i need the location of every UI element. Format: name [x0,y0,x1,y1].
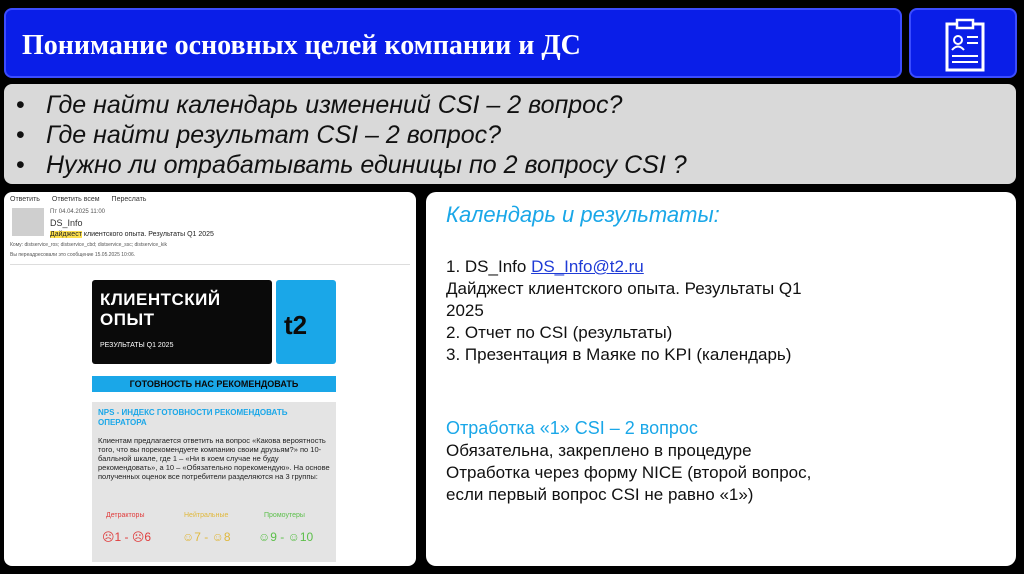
page-title: Понимание основных целей компании и ДС [22,30,581,61]
divider [10,264,410,265]
detractors-label: Детракторы [106,512,145,519]
mail-date: Пт 04.04.2025 11:00 [50,209,105,215]
subject-highlight: Дайджест [50,231,82,238]
note-condition: если первый вопрос CSI не равно «1») [446,485,754,504]
question-text: Где найти календарь изменений CSI – 2 вопрос? [46,91,623,119]
nps-title: NPS - ИНДЕКС ГОТОВНОСТИ РЕКОМЕНДОВАТЬ ОПЕРАТОРА [98,408,288,427]
reply-button[interactable]: Ответить [10,196,40,203]
question-text: Нужно ли отрабатывать единицы по 2 вопросу CSI ? [46,151,687,179]
promoters-range: ☺9 - ☺10 [258,530,314,544]
mail-toolbar [10,196,156,203]
title-bar [4,8,902,78]
digest-line-1: Дайджест клиентского опыта. Результаты Q1 [446,279,802,298]
detractors-range: ☹1 - ☹6 [102,530,152,544]
item-ds-info [446,256,644,278]
digest-line-2: 2025 [446,301,484,320]
answers-panel [426,192,1016,566]
item-ds-info-prefix: 1. DS_Info [446,257,532,276]
icon-box [909,8,1017,78]
question-item: • Где найти календарь изменений CSI – 2 вопрос? [16,91,623,119]
mail-recipients: Кому: distservice_ros; distservice_cbd; distservice_ssc; distservice_kik [10,242,168,248]
item-csi-report: 2. Отчет по CSI (результаты) [446,323,673,342]
brand-logo: t2 [284,310,308,340]
subject-rest: клиентского опыта. Результаты Q1 2025 [81,231,214,238]
forward-button[interactable]: Переслать [111,196,147,203]
digest-card-title: КЛИЕНТСКИЙ ОПЫТ [100,290,221,329]
answers-heading: Календарь и результаты: [446,202,720,227]
neutrals-label: Нейтральные [184,512,229,519]
email-screenshot [4,192,416,566]
question-item: • Где найти результат CSI – 2 вопрос? [16,121,502,149]
mail-sender: DS_Info [50,218,83,228]
csi-followup-heading: Отработка «1» CSI – 2 вопрос [446,418,698,438]
avatar [12,208,44,236]
question-text: Где найти результат CSI – 2 вопрос? [46,121,502,149]
digest-card-subtitle: РЕЗУЛЬТАТЫ Q1 2025 [100,342,174,349]
promoters-label: Промоутеры [264,512,305,519]
nps-body: Клиентам предлагается ответить на вопрос «Какова вероятность того, что вы порекомендуете компанию своим друзьям?» по 10-балльной шкале, где 1 – «Ни в коем случае не буду рекомендовать», а 10 – «Обязательно порекомендую». На основе полученных оценок все потребители разделяются на 3 группы: [98,436,330,481]
nps-box [92,402,336,562]
neutrals-range: ☺7 - ☺8 [182,530,231,544]
item-kpi-presentation: 3. Презентация в Маяке по KPI (календарь) [446,345,792,364]
ready-to-recommend-bar: ГОТОВНОСТЬ НАС РЕКОМЕНДОВАТЬ [92,376,336,392]
note-mandatory: Обязательна, закреплено в процедуре [446,441,752,460]
questions-block [4,84,1016,184]
note-nice-form: Отработка через форму NICE (второй вопрос, [446,463,812,482]
clipboard-icon [944,18,986,72]
reply-all-button[interactable]: Ответить всем [51,196,100,203]
question-item: • Нужно ли отрабатывать единицы по 2 вопросу CSI ? [16,151,687,179]
mail-forward-note: Вы переадресовали это сообщение 15.05.2025 10:06. [10,252,136,258]
digest-cover-card [92,280,272,364]
mail-subject [50,231,214,238]
brand-logo-card [276,280,336,364]
ds-info-email-link[interactable]: DS_Info@t2.ru [531,257,644,276]
